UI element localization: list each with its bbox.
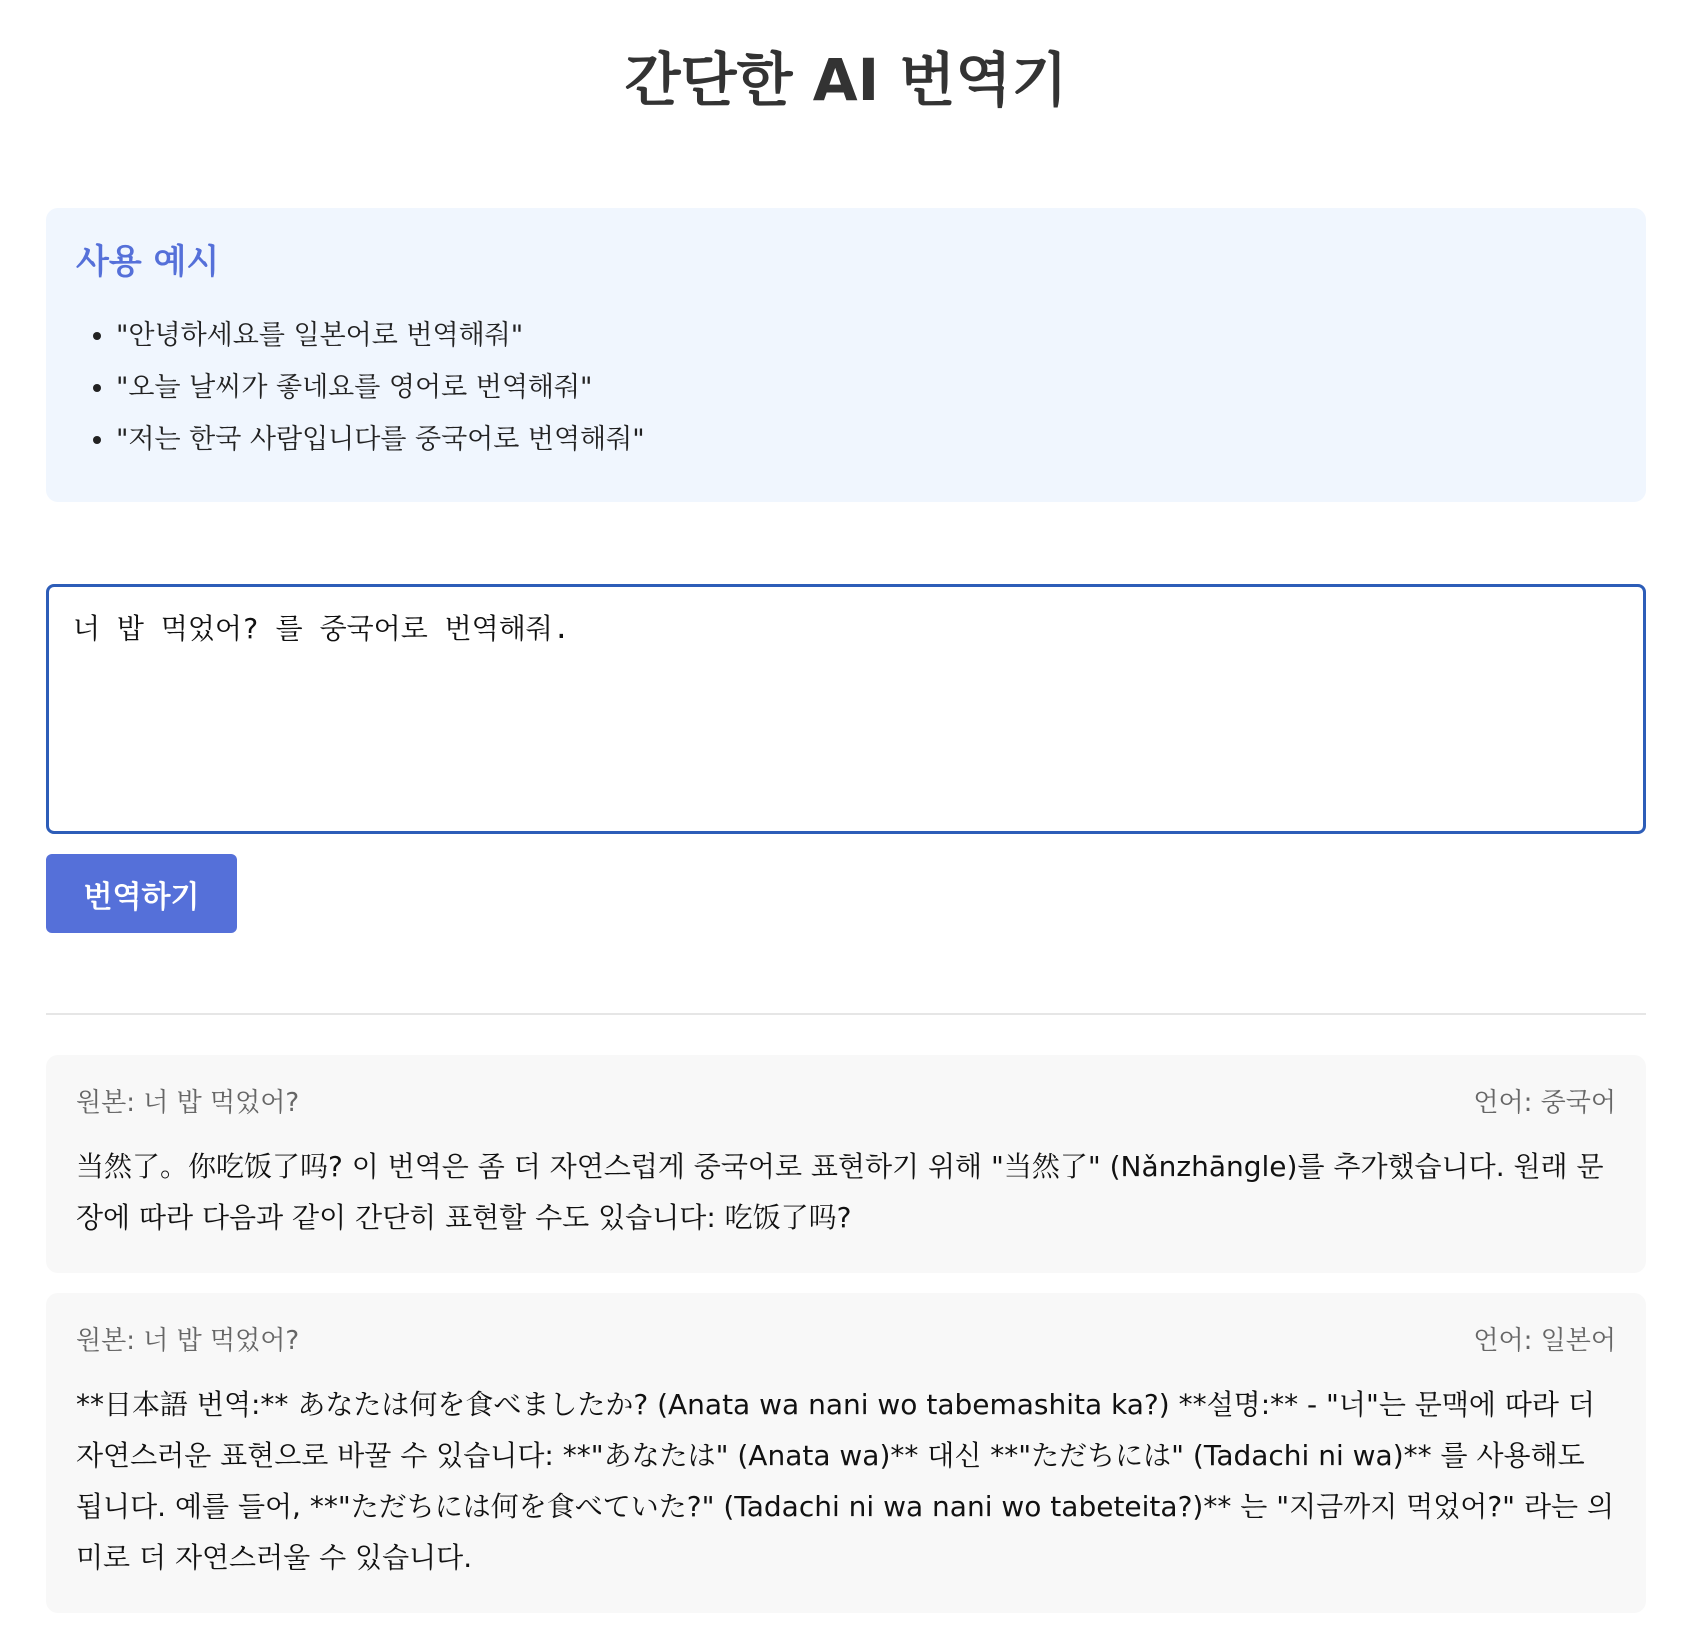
page-title: 간단한 AI 번역기 xyxy=(624,46,1068,114)
usage-examples-list xyxy=(76,310,1616,466)
input-area xyxy=(46,584,1646,933)
results-list xyxy=(46,1055,1646,1613)
result-original: 원본: 너 밥 먹었어? xyxy=(76,1326,300,1356)
result-text: 当然了。你吃饭了吗? 이 번역은 좀 더 자연스럽게 중국어로 표현하기 위해 "当然了" (Nǎnzhāngle)를 추가했습니다. 원래 문장에 따라 다음과 같이 간단히 표현할 수도 있습니다: 吃饭了吗? xyxy=(76,1150,1604,1234)
usage-example-item: • "저는 한국 사람입니다를 중국어로 번역해줘" xyxy=(116,414,1616,466)
result-original: 원본: 너 밥 먹었어? xyxy=(76,1088,300,1118)
result-card xyxy=(46,1293,1646,1613)
result-meta xyxy=(76,1083,1616,1123)
usage-examples-panel xyxy=(46,208,1646,502)
usage-example-item: • "오늘 날씨가 좋네요를 영어로 번역해줘" xyxy=(116,362,1616,414)
result-meta xyxy=(76,1321,1616,1361)
usage-example-item: • "안녕하세요를 일본어로 번역해줘" xyxy=(116,310,1616,362)
result-language: 언어: 일본어 xyxy=(1473,1326,1616,1356)
result-language: 언어: 중국어 xyxy=(1473,1088,1616,1118)
result-card xyxy=(46,1055,1646,1273)
translator-page xyxy=(46,0,1646,1613)
result-text: **日本語 번역:** あなたは何を食べましたか? (Anata wa nani wo tabemashita ka?) **설명:** - "너"는 문맥에 따라 더 자연스러운 표현으로 바꿀 수 있습니다: **"あなたは" (Anata wa)** 대신 **"ただちには" (Tadachi ni wa)** 를 사용해도 됩니다. 예를 들어, **"ただちには何を食べていた?" (Tadachi ni wa nani wo tabeteita?)** 는 "지금까지 먹었어?" 라는 의미로 더 자연스러울 수 있습니다. xyxy=(76,1388,1615,1574)
translate-button[interactable]: 번역하기 xyxy=(46,854,237,933)
translation-input[interactable] xyxy=(46,584,1646,834)
divider xyxy=(46,1013,1646,1015)
usage-examples-heading: 사용 예시 xyxy=(76,242,220,282)
